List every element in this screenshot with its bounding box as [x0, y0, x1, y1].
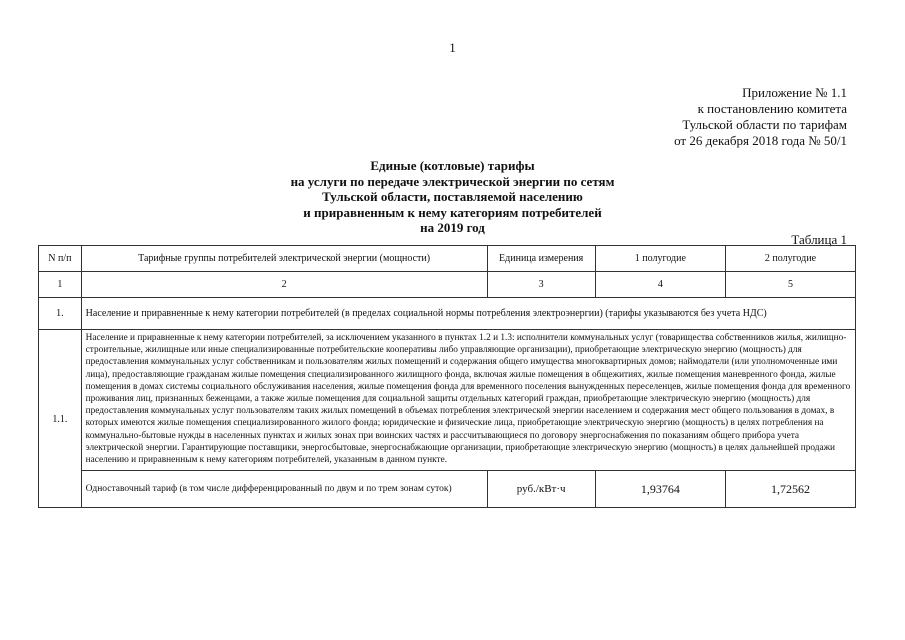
title-line: на услуги по передаче электрической энергии по сетям: [290, 173, 615, 189]
title-line: Единые (котловые) тарифы: [370, 158, 535, 173]
header-group: Тарифные группы потребителей электрической энергии (мощности): [81, 246, 487, 272]
section-row: [39, 298, 856, 330]
appendix-line: Приложение № 1.1: [742, 85, 847, 100]
tariff-unit: руб./кВт·ч: [487, 471, 595, 508]
tariff-half1-value: 1,93764: [595, 471, 725, 508]
column-number: 1: [39, 272, 82, 298]
tariff-table: [38, 245, 856, 508]
table-header-row: [39, 246, 856, 272]
page-number: 1: [449, 40, 456, 55]
header-half2: 2 полугодие: [725, 246, 855, 272]
section-number: 1.: [39, 298, 82, 330]
table-label: Таблица 1: [791, 232, 847, 247]
column-number: 5: [725, 272, 855, 298]
column-number: 4: [595, 272, 725, 298]
column-number: 2: [81, 272, 487, 298]
title-line: Тульской области, поставляемой населению: [322, 189, 583, 204]
header-unit: Единица измерения: [487, 246, 595, 272]
appendix-line: к постановлению комитета: [697, 101, 847, 116]
appendix-block: [674, 85, 847, 149]
title-line: и приравненным к нему категориям потребителей: [303, 204, 602, 220]
tariff-description: Одноставочный тариф (в том числе дифференцированный по двум и по трем зонам суток): [81, 471, 487, 508]
subsection-number: 1.1.: [39, 330, 82, 508]
column-number: 3: [487, 272, 595, 298]
appendix-line: Тульской области по тарифам: [682, 117, 847, 132]
subsection-text: Население и приравненные к нему категории потребителей, за исключением указанного в пунктах 1.2 и 1.3: исполнители коммунальных услуг (товарищества собственников жилья, жилищно-строительные, жилищные или иные специализированные потребительские кооперативы либо управляющие организации), приобретающие электрическую энергию (мощность) для предоставления коммунальных услуг собственникам и пользователям жилых помещений и содержания общего имущества многоквартирных домов; наймодатели (или уполномоченные ими лица), предоставляющие гражданам жилые помещения специализированного жилищного фонда, включая жилые помещения в общежитиях, жилые помещения маневренного фонда, жилые помещения в домах системы социального обслуживания населения, жилые помещения фонда для временного поселения вынужденных переселенцев, жилые помещения фонда для временного проживания лиц, признанных беженцами, а также жилые помещения для социальной защиты отдельных категорий граждан, приобретающие электрическую энергию (мощность) для предоставления коммунальных услуг пользователям таких жилых помещений в объемах потребления электрической энергии населением и содержания мест общего пользования в домах, в которых имеются жилые помещения специализированного жилого фонда; юридические и физические лица, приобретающие электрическую энергию (мощность) в целях потребления на коммунально-бытовые нужды в населенных пунктах и жилых зонах при воинских частях и рассчитывающиеся по договору энергоснабжения по показаниям общего прибора учета электрической энергии. Гарантирующие поставщики, энергосбытовые, энергоснабжающие организации, приобретающие электрическую энергию (мощность) в целях дальнейшей продажи населению и приравненным к нему категориям потребителей, указанным в данном пункте.: [81, 330, 855, 471]
subsection-row: [39, 330, 856, 471]
appendix-line: от 26 декабря 2018 года № 50/1: [674, 133, 847, 148]
column-number-row: [39, 272, 856, 298]
header-half1: 1 полугодие: [595, 246, 725, 272]
tariff-half2-value: 1,72562: [725, 471, 855, 508]
document-title: [0, 158, 905, 236]
tariff-row: [39, 471, 856, 508]
title-line: на 2019 год: [420, 220, 485, 235]
header-num: N п/п: [39, 246, 82, 272]
section-text: Население и приравненные к нему категории потребителей (в пределах социальной нормы потребления электроэнергии) (тарифы указываются без учета НДС): [81, 298, 855, 330]
